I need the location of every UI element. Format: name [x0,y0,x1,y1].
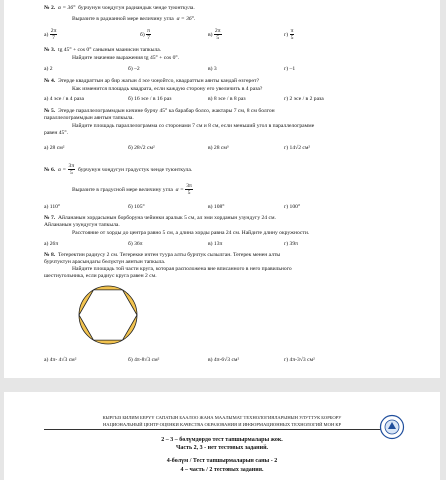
option-fraction [50,28,58,41]
angle-value: α = 36° [176,16,194,22]
question-number: № 4. [44,78,56,84]
hexagon-in-circle-figure [68,283,148,347]
angle-label: α = [175,187,184,193]
section-note-ru: Часть 2, 3 - нет тестовых заданий. [175,445,269,451]
question-text-ru: Найдите площадь той части круга, которая расположена вне вписанного в него правильного [72,266,292,272]
question-text-ky-cont: бурчтуктун арасындагы бөлүктүн аянтын тапкыла. [44,259,166,265]
institution-name-ky: КЫРГЫЗ БИЛИМ БЕРҮҮ САПАТЫН БААЛОО ЖАНА МААЛЫМАТ ТЕХНОЛОГИЯЛАРЫНЫН УЛУТТУК БОРБОРУ [102,415,342,420]
question-text-ky: tg 45° + cos 0° санынын маанисин тапкыла. [58,47,162,53]
option-letter: а) [44,31,49,38]
question-text-ru-cont: равен 45°. [44,130,68,136]
fraction-numerator: π [290,28,294,34]
question-text-ru: Выразите в радианной мере величину угла [72,16,174,22]
angle-value: α = 36° [58,5,76,11]
question-8 [44,252,280,259]
angle-label: α = [58,167,67,173]
section-note-ky: 2 – 3 – бөлүмдөрдө тест тапшырмалары жок. [161,437,283,443]
angle-fraction [185,183,193,196]
option-b[interactable]: б) 28√2 см² [128,145,155,151]
question-5 [44,108,275,115]
option-b[interactable]: б) 16 эсе / в 16 раз [128,96,172,102]
option-a[interactable]: а) 28 см² [44,145,65,151]
option-fraction [146,28,151,41]
option-b[interactable]: б) 4π-8√3 см² [128,357,160,363]
option-c[interactable] [208,28,222,41]
fraction-denominator: 7 [52,35,55,41]
question-text-ky: бурчунун чоңдугун радиандык ченде туюнткула. [78,5,195,11]
angle-fraction [68,163,76,176]
option-c[interactable]: в) 4π-6√3 см² [208,357,240,363]
question-7 [44,215,276,222]
question-text-ky: Тегеректин радиусу 2 см. Тегерекке ичтен туура алты бурчтук сызылган. Тегерек менен алты [58,252,281,258]
header-divider [44,429,394,430]
question-text-ru: Расстояние от хорды до центра равно 5 см, а длина хорды равна 24 см. Найдите длину окружности. [72,230,310,236]
question-text-ru: Найдите значение выражения tg 45° + cos 0°. [72,55,180,61]
question-6-ru [72,183,193,197]
question-text-ru: Выразите в градусной мере величину угла [72,187,173,193]
option-d[interactable]: г) 14√2 см² [284,145,311,151]
question-text-ru-cont: шестиугольника, если радиус круга равен 2 см. [44,273,157,279]
option-fraction [290,28,295,41]
option-a[interactable] [44,28,57,41]
option-a[interactable]: а) 4π- 4√3 см² [44,357,77,363]
fraction-denominator: 5 [290,35,294,41]
option-a[interactable]: а) 2 [44,66,53,72]
question-number: № 7. [44,215,56,221]
option-a[interactable]: а) 110° [44,204,61,210]
question-number: № 6. [44,167,56,173]
option-b[interactable]: б) 36π [128,241,143,247]
option-letter: г) [284,31,289,38]
option-c[interactable]: в) 108° [208,204,225,210]
question-number: № 5. [44,108,56,114]
section-4-title-ky: 4-бөлүм / Тест тапшырмаларын саны - 2 [166,458,278,464]
question-text-ky-cont: Айлананын узундугун тапкыла. [44,222,120,228]
institution-name-ru: НАЦИОНАЛЬНЫЙ ЦЕНТР ОЦЕНКИ КАЧЕСТВА ОБРАЗОВАНИЯ И ИНФОРМАЦИОННЫХ ТЕХНОЛОГИЙ МОН КР [102,422,342,427]
question-number: № 2. [44,5,56,11]
option-a[interactable]: а) 4 эсе / в 4 раза [44,96,84,102]
option-c[interactable]: в) 8 эсе / в 8 раз [208,96,246,102]
fraction-numerator: 2π [50,28,57,34]
question-number: № 8. [44,252,56,258]
option-b[interactable] [140,28,151,41]
option-d[interactable] [284,28,294,41]
question-text-ky: Эгерде параллелограммдын кичине бурчу 45° ка барабар болсо, жактары 7 см, 8 см болгон [58,108,275,114]
option-letter: в) [208,31,213,38]
fraction-numerator: 3π [186,183,192,190]
option-c[interactable]: в) 3 [208,66,217,72]
question-number: № 3. [44,47,56,53]
option-d[interactable]: г) 39π [284,241,298,247]
option-a[interactable]: а) 26π [44,241,59,247]
option-c[interactable]: в) 28 см³ [208,145,229,151]
option-d[interactable]: г) 2 эсе / в 2 раза [284,96,324,102]
section-4-title-ru: 4 – часть / 2 тестовых задания. [180,467,264,473]
fraction-denominator: 5 [187,190,191,197]
question-4 [44,78,259,85]
fraction-numerator: 2π [214,28,221,34]
question-text-ky: Эгерде квадраттын ар бир жагын 4 эсе чоңойтсо, квадраттын аянты кандай өзгөрөт? [58,78,260,84]
question-text-ky-cont: параллелограммдын аянтын тапкыла. [44,115,134,121]
question-2-ru: Выразите в радианной мере величину угла α = 36°. [72,16,196,22]
figure-svg [68,283,148,347]
question-text-ru: Как изменится площадь квадрата, если каждую сторону его увеличить в 4 раза? [72,86,263,92]
option-fraction [214,28,222,41]
fraction-numerator: 3π [68,163,75,170]
option-d[interactable]: г) 100° [284,204,301,210]
fraction-numerator: π [147,28,150,34]
option-b[interactable]: б) 105° [128,204,145,210]
option-c[interactable]: в) 13π [208,241,223,247]
option-d[interactable]: г) –1 [284,66,296,72]
question-text-ru: Найдите площадь параллелограмма со сторонами 7 см и 8 см, если меньший угол в параллелограмме [72,123,315,129]
test-sheet [4,0,440,378]
question-6 [44,163,192,177]
question-text-ky: бурчунун чоңдугун градустук ченде туюнткула. [77,167,193,173]
fraction-denominator: 7 [147,35,150,41]
question-3 [44,47,161,54]
question-text-ky: Айлананын хордасынын борборуна чейинки аралык 5 см, ал эми хорданын узундугу 24 см. [58,215,276,221]
option-d[interactable]: г) 4π-3√3 см² [284,357,315,363]
option-b[interactable]: б) –2 [128,66,140,72]
fraction-denominator: 5 [69,170,73,177]
fraction-denominator: 5 [216,35,220,41]
next-page [4,392,440,480]
question-2 [44,5,195,12]
option-letter: б) [140,31,145,38]
